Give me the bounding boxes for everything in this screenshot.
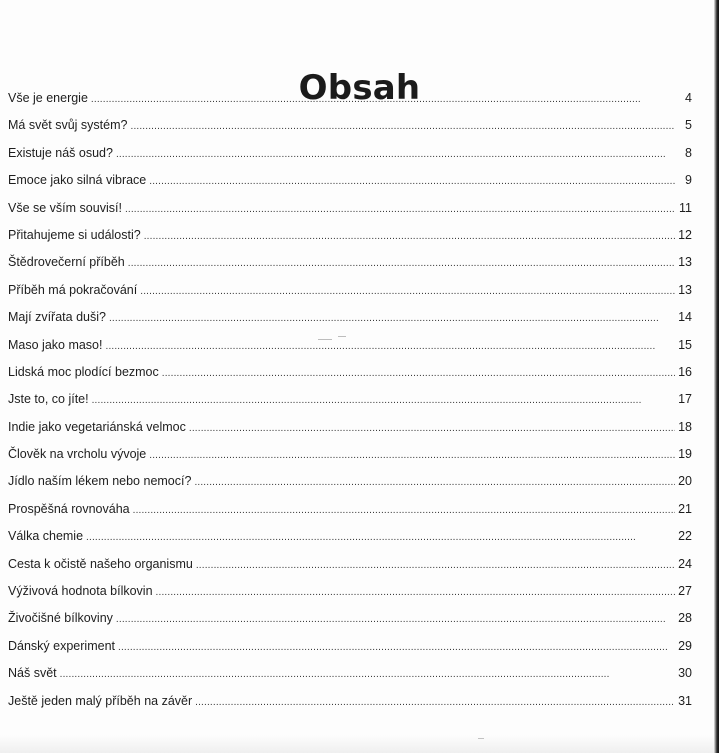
toc-entry-page-number: 14 [678, 310, 692, 325]
table-of-contents [8, 91, 692, 721]
dot-leader [133, 505, 675, 516]
toc-entry [8, 338, 692, 365]
toc-entry [8, 365, 692, 392]
dot-leader [92, 395, 675, 406]
toc-entry [8, 201, 692, 228]
toc-entry-title: Existuje náš osud? [8, 145, 113, 160]
dot-leader [196, 560, 675, 571]
toc-entry-title: Emoce jako silná vibrace [8, 173, 147, 188]
toc-entry-page-number: 24 [678, 556, 692, 571]
toc-entry-page-number: 4 [685, 91, 692, 105]
dot-leader [105, 341, 675, 352]
toc-entry-title: Vše je energie [8, 91, 88, 105]
dot-leader [86, 532, 675, 543]
toc-entry [8, 420, 692, 447]
toc-entry [8, 502, 692, 529]
dot-leader [118, 642, 675, 653]
toc-entry-page-number: 31 [678, 693, 692, 708]
toc-entry [8, 91, 692, 118]
toc-entry-title: Dánský experiment [8, 638, 115, 653]
toc-entry [8, 474, 692, 501]
toc-entry-page-number: 29 [678, 638, 692, 653]
toc-entry [8, 666, 692, 693]
toc-entry [8, 557, 692, 584]
dot-leader [162, 368, 675, 379]
page-edge [714, 0, 719, 753]
toc-entry [8, 611, 692, 638]
toc-entry [8, 392, 692, 419]
dot-leader [144, 231, 675, 242]
toc-entry [8, 639, 692, 666]
toc-entry-page-number: 16 [678, 364, 692, 379]
toc-entry-title: Lidská moc plodící bezmoc [8, 364, 159, 379]
toc-entry-title: Živočišné bílkoviny [8, 611, 113, 626]
toc-entry-page-number: 19 [678, 447, 692, 462]
toc-entry-title: Maso jako maso! [8, 337, 103, 352]
toc-entry [8, 173, 692, 200]
toc-entry-page-number: 11 [679, 200, 692, 215]
toc-entry-title: Jídlo naším lékem nebo nemocí? [8, 474, 192, 489]
dot-leader [109, 313, 675, 324]
toc-entry-page-number: 20 [678, 474, 692, 489]
toc-entry-page-number: 28 [678, 611, 692, 626]
toc-entry [8, 118, 692, 145]
dot-leader [60, 669, 675, 680]
dot-leader [91, 94, 675, 105]
toc-entry-page-number: 18 [678, 419, 692, 434]
toc-entry-title: Vše se vším souvisí! [8, 200, 122, 215]
toc-entry-title: Štědrovečerní příběh [8, 255, 125, 270]
dot-leader [130, 121, 675, 132]
toc-entry [8, 255, 692, 282]
dot-leader [116, 614, 675, 625]
toc-entry [8, 228, 692, 255]
toc-entry-page-number: 21 [678, 501, 692, 516]
toc-entry-page-number: 27 [678, 584, 692, 599]
toc-entry-page-number: 22 [678, 529, 692, 544]
toc-entry-page-number: 15 [678, 337, 692, 352]
toc-entry-title: Přitahujeme si události? [8, 227, 141, 242]
toc-entry-page-number: 5 [685, 118, 692, 133]
dot-leader [125, 204, 675, 215]
dot-leader [194, 477, 675, 488]
dot-leader [156, 587, 675, 598]
dot-leader [116, 149, 675, 160]
toc-entry [8, 529, 692, 556]
dot-leader [140, 286, 675, 297]
toc-entry-page-number: 30 [678, 666, 692, 681]
toc-entry-page-number: 9 [685, 173, 692, 188]
scan-speck [318, 339, 332, 340]
toc-entry [8, 146, 692, 173]
toc-entry [8, 447, 692, 474]
dot-leader [149, 176, 675, 187]
page-title: Obsah [298, 67, 421, 108]
toc-entry-page-number: 12 [678, 227, 692, 242]
toc-entry-title: Mají zvířata duši? [8, 310, 106, 325]
toc-entry-title: Člověk na vrcholu vývoje [8, 447, 147, 462]
dot-leader [149, 450, 675, 461]
toc-entry-page-number: 13 [678, 282, 692, 297]
toc-entry-page-number: 8 [685, 145, 692, 160]
toc-entry-title: Ještě jeden malý příběh na závěr [8, 693, 193, 708]
toc-entry-title: Příběh má pokračování [8, 282, 138, 297]
toc-entry-title: Válka chemie [8, 529, 84, 544]
toc-entry-page-number: 13 [678, 255, 692, 270]
dot-leader [128, 258, 675, 269]
dot-leader [189, 423, 675, 434]
toc-entry-title: Prospěšná rovnováha [8, 501, 130, 516]
toc-entry-title: Má svět svůj systém? [8, 118, 128, 133]
toc-entry-title: Výživová hodnota bílkovin [8, 584, 153, 599]
toc-entry [8, 283, 692, 310]
toc-entry [8, 310, 692, 337]
scan-shadow [0, 735, 714, 753]
toc-entry [8, 584, 692, 611]
toc-entry-title: Cesta k očistě našeho organismu [8, 556, 193, 571]
toc-entry-title: Jste to, co jíte! [8, 392, 89, 407]
toc-entry-title: Indie jako vegetariánská velmoc [8, 419, 186, 434]
scan-speck [338, 336, 346, 337]
dot-leader [195, 697, 675, 708]
toc-entry [8, 694, 692, 721]
toc-entry-title: Náš svět [8, 666, 57, 681]
toc-entry-page-number: 17 [678, 392, 692, 407]
